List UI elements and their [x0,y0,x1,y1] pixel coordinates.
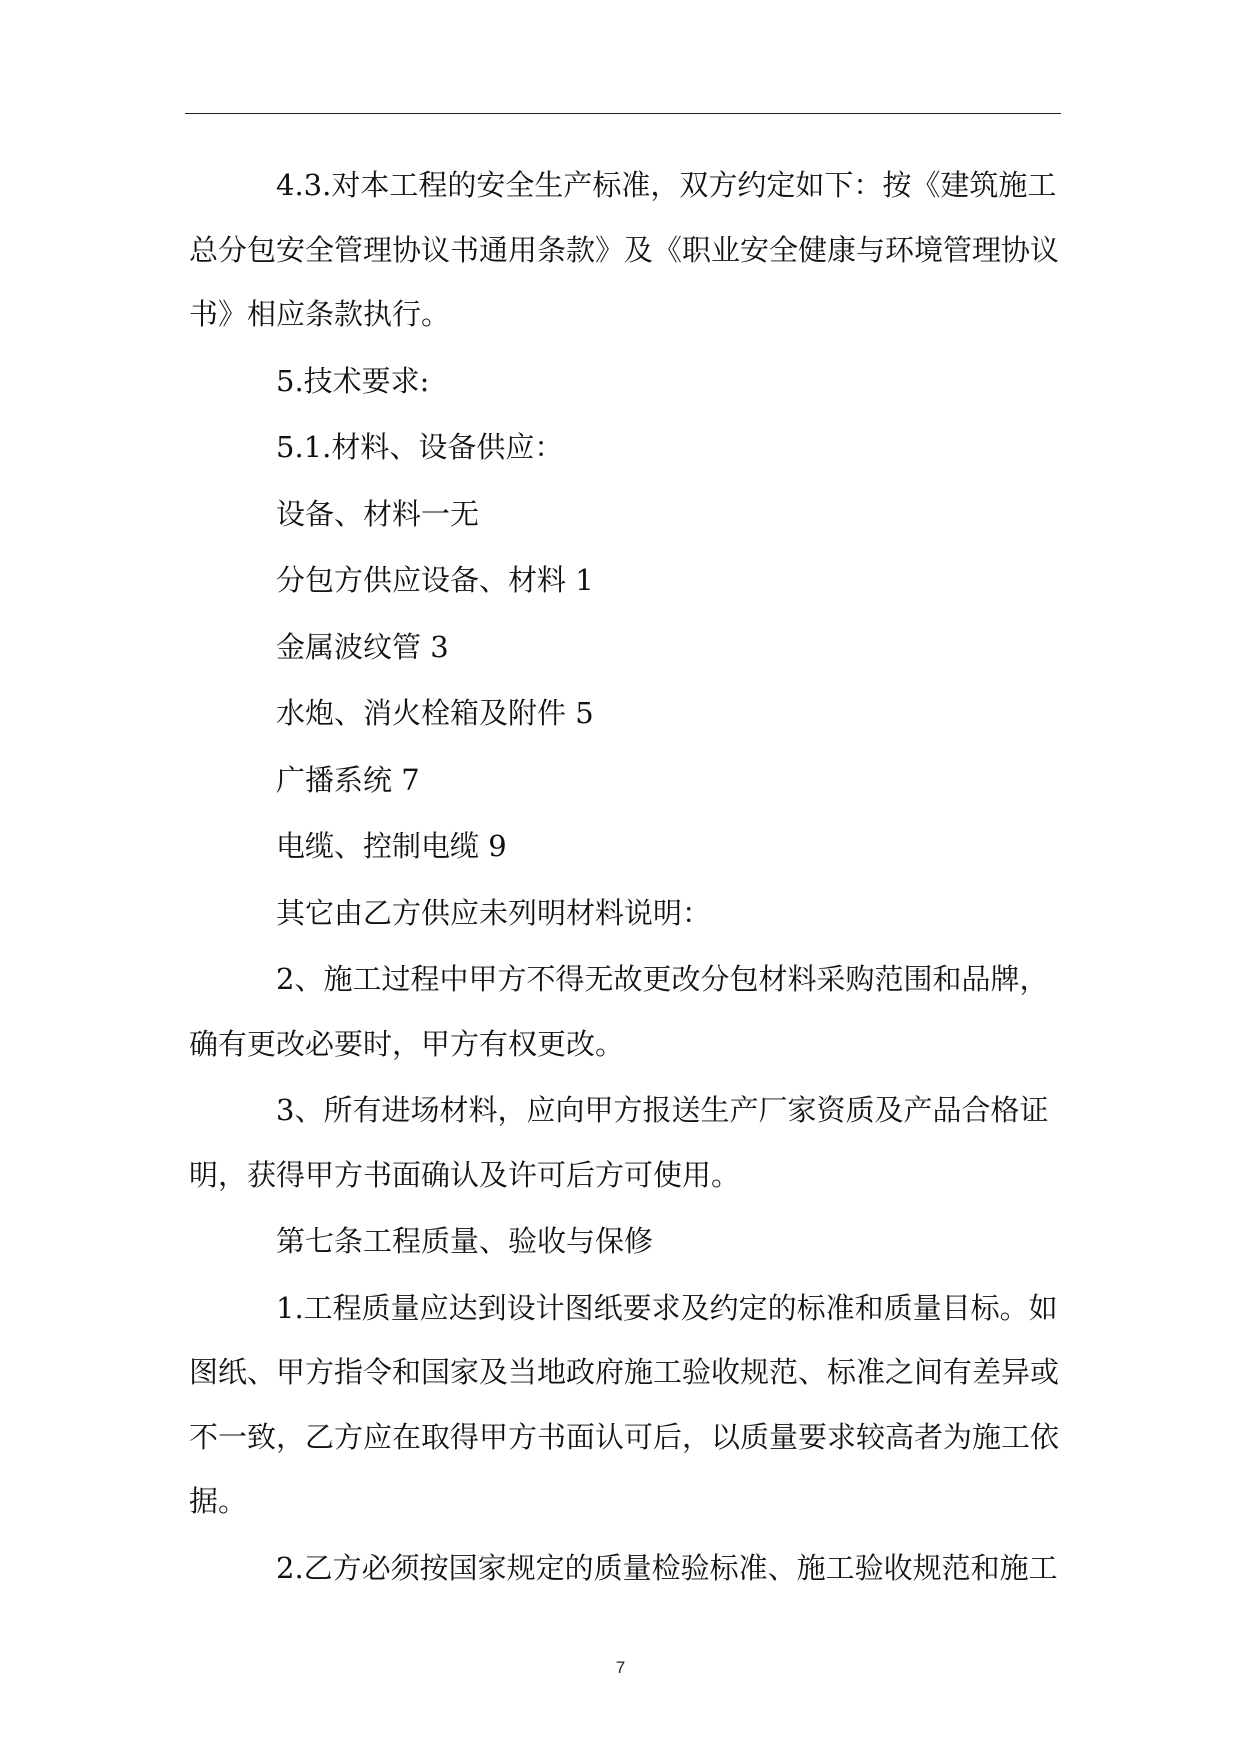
header-rule [185,113,1061,114]
paragraph-line: 1.工程质量应达到设计图纸要求及约定的标准和质量目标。如 [276,1290,1058,1325]
paragraph-line: 图纸、甲方指令和国家及当地政府施工验收规范、标准之间有差异或 [189,1355,1060,1389]
article-heading: 第七条工程质量、验收与保修 [276,1224,654,1258]
section-heading: 5.技术要求: [276,363,430,398]
paragraph-line: 不一致，乙方应在取得甲方书面认可后，以质量要求较高者为施工依 [189,1419,1060,1454]
document-body [189,153,1065,1600]
list-item: 分包方供应设备、材料 1 [276,563,594,597]
paragraph: 其它由乙方供应未列明材料说明： [276,895,712,930]
list-item: 水炮、消火栓箱及附件 5 [276,696,594,730]
paragraph-line: 2.乙方必须按国家规定的质量检验标准、施工验收规范和施工 [276,1550,1058,1585]
list-item: 金属波纹管 3 [276,629,449,664]
paragraph-line: 明，获得甲方书面确认及许可后方可使用。 [189,1157,741,1192]
paragraph-line: 书》相应条款执行。 [189,297,451,331]
list-item: 广播系统 7 [276,762,420,797]
paragraph-line: 2、施工过程中甲方不得无故更改分包材料采购范围和品牌， [276,962,1049,996]
list-item: 设备、材料一无 [276,496,480,531]
page-number: 7 [615,1658,626,1677]
paragraph-line: 确有更改必要时，甲方有权更改。 [189,1026,625,1061]
subsection-heading: 5.1.材料、设备供应： [276,430,564,464]
paragraph-line: 总分包安全管理协议书通用条款》及《职业安全健康与环境管理协议 [189,232,1060,267]
list-item: 电缆、控制电缆 9 [276,829,507,863]
paragraph-line: 3、所有进场材料，应向甲方报送生产厂家资质及产品合格证 [276,1093,1049,1127]
paragraph-line: 4.3.对本工程的安全生产标准，双方约定如下：按《建筑施工 [276,168,1057,202]
paragraph-line: 据。 [189,1484,248,1518]
